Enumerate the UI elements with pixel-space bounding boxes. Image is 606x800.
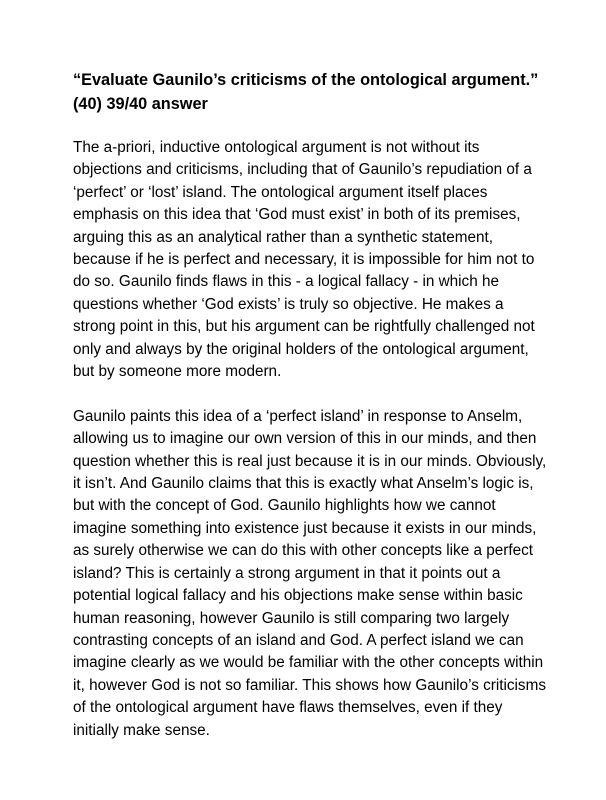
paragraph-1 bbox=[73, 137, 543, 383]
text-line: as surely otherwise we can do this with other concepts like a perfect bbox=[73, 542, 533, 560]
document-page bbox=[73, 68, 547, 764]
text-line: emphasis on this idea that ‘God must exist’ in both of its premises, bbox=[73, 206, 521, 224]
text-line: potential logical fallacy and his objections make sense within basic bbox=[73, 587, 523, 605]
text-line: it isn’t. And Gaunilo claims that this is exactly what Anselm’s logic is, bbox=[73, 475, 534, 493]
text-line: only and always by the original holders of the ontological argument, bbox=[73, 340, 529, 358]
text-line: it, however God is not so familiar. This shows how Gaunilo’s criticisms bbox=[73, 676, 546, 694]
text-line: allowing us to imagine our own version of this in our minds, and then bbox=[73, 430, 537, 448]
text-line: objections and criticisms, including that of Gaunilo’s repudiation of a bbox=[73, 161, 532, 179]
text-line: question whether this is real just because it is in our minds. Obviously, bbox=[73, 452, 547, 470]
text-line: contrasting concepts of an island and God. A perfect island we can bbox=[73, 631, 524, 649]
text-line: do so. Gaunilo finds flaws in this - a logical fallacy - in which he bbox=[73, 273, 499, 291]
text-line: imagine clearly as we would be familiar with the other concepts within bbox=[73, 654, 544, 672]
text-line: ‘perfect’ or ‘lost’ island. The ontological argument itself places bbox=[73, 183, 488, 201]
text-line: human reasoning, however Gaunilo is still comparing two largely bbox=[73, 609, 510, 627]
title-line: (40) 39/40 answer bbox=[73, 95, 208, 113]
paragraph-2 bbox=[73, 406, 547, 742]
text-line: island? This is certainly a strong argument in that it points out a bbox=[73, 564, 501, 582]
text-line: imagine something into existence just because it exists in our minds, bbox=[73, 519, 537, 537]
text-line: arguing this as an analytical rather than a synthetic statement, bbox=[73, 228, 494, 246]
text-line: initially make sense. bbox=[73, 721, 210, 739]
text-line: strong point in this, but his argument can be rightfully challenged not bbox=[73, 318, 535, 336]
text-line: questions whether ‘God exists’ is truly so objective. He makes a bbox=[73, 295, 504, 313]
text-line: but by someone more modern. bbox=[73, 363, 282, 381]
text-line: of the ontological argument have flaws themselves, even if they bbox=[73, 699, 503, 717]
text-line: because if he is perfect and necessary, it is impossible for him not to bbox=[73, 251, 535, 269]
title-line: “Evaluate Gaunilo’s criticisms of the ontological argument.” bbox=[73, 71, 539, 89]
essay-title bbox=[73, 68, 543, 116]
text-line: The a-priori, inductive ontological argument is not without its bbox=[73, 139, 480, 156]
text-line: but with the concept of God. Gaunilo highlights how we cannot bbox=[73, 497, 496, 515]
text-line: Gaunilo paints this idea of a ‘perfect island’ in response to Anselm, bbox=[73, 407, 523, 425]
